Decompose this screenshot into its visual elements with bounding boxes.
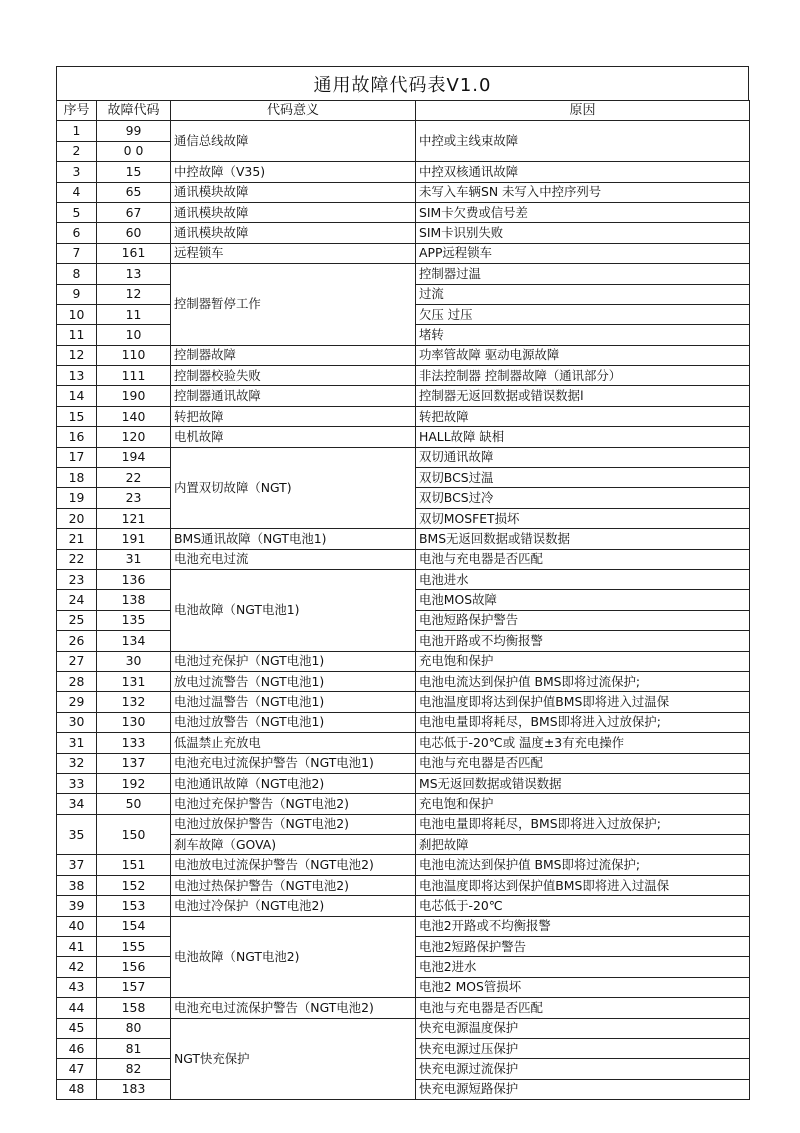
table-row [57,671,750,691]
row-fault-code: 150 [97,814,171,855]
row-cause: 电池2开路或不均衡报警 [416,916,750,936]
row-index: 33 [57,773,97,793]
row-index: 27 [57,651,97,671]
row-cause: 电池2 MOS管损坏 [416,977,750,997]
row-meaning: 电池通讯故障（NGT电池2) [171,773,416,793]
row-cause: 电池与充电器是否匹配 [416,753,750,773]
row-cause: 电池电量即将耗尽，BMS即将进入过放保护; [416,814,750,834]
row-fault-code: 192 [97,773,171,793]
row-fault-code: 0 0 [97,141,171,161]
row-meaning: 控制器故障 [171,345,416,365]
row-index: 13 [57,366,97,386]
table-row [57,712,750,732]
row-fault-code: 137 [97,753,171,773]
row-fault-code: 99 [97,121,171,141]
row-meaning: 电池过热保护警告（NGT电池2) [171,875,416,895]
row-fault-code: 134 [97,631,171,651]
row-index: 11 [57,325,97,345]
header-index: 序号 [57,101,97,121]
table-row [57,773,750,793]
row-cause: 堵转 [416,325,750,345]
row-index: 43 [57,977,97,997]
row-meaning: 电池过冷保护（NGT电池2) [171,896,416,916]
row-fault-code: 65 [97,182,171,202]
table-row [57,264,750,284]
row-fault-code: 155 [97,937,171,957]
row-index: 5 [57,202,97,222]
row-cause: 电池与充电器是否匹配 [416,998,750,1018]
row-meaning: 电池过充保护（NGT电池1) [171,651,416,671]
row-meaning: 通信总线故障 [171,121,416,162]
table-row [57,223,750,243]
table-row [57,1018,750,1038]
row-fault-code: 138 [97,590,171,610]
row-index: 37 [57,855,97,875]
row-index: 22 [57,549,97,569]
table-row [57,447,750,467]
row-index: 8 [57,264,97,284]
table-row [57,651,750,671]
row-cause: MS无返回数据或错误数据 [416,773,750,793]
row-cause: 双切通讯故障 [416,447,750,467]
row-fault-code: 136 [97,569,171,589]
table-header-row [57,101,750,121]
row-fault-code: 10 [97,325,171,345]
row-fault-code: 132 [97,692,171,712]
row-index: 6 [57,223,97,243]
row-fault-code: 154 [97,916,171,936]
table-row [57,998,750,1018]
row-index: 35 [57,814,97,855]
row-cause: 转把故障 [416,406,750,426]
row-cause: 电池电流达到保护值 BMS即将过流保护; [416,671,750,691]
row-meaning: 电池充电过流 [171,549,416,569]
row-fault-code: 130 [97,712,171,732]
row-index: 45 [57,1018,97,1038]
table-row [57,814,750,834]
row-meaning: 通讯模块故障 [171,182,416,202]
row-meaning: 控制器通讯故障 [171,386,416,406]
row-index: 3 [57,162,97,182]
row-fault-code: 60 [97,223,171,243]
row-cause: 控制器过温 [416,264,750,284]
row-index: 7 [57,243,97,263]
row-fault-code: 131 [97,671,171,691]
row-index: 18 [57,468,97,488]
row-fault-code: 183 [97,1079,171,1099]
row-fault-code: 23 [97,488,171,508]
row-cause: 电池电量即将耗尽，BMS即将进入过放保护; [416,712,750,732]
row-fault-code: 152 [97,875,171,895]
row-fault-code: 121 [97,508,171,528]
row-fault-code: 194 [97,447,171,467]
row-index: 16 [57,427,97,447]
row-index: 29 [57,692,97,712]
row-fault-code: 110 [97,345,171,365]
row-fault-code: 158 [97,998,171,1018]
table-row [57,733,750,753]
row-meaning: 电池过放保护警告（NGT电池2) [171,814,416,834]
header-cause: 原因 [416,101,750,121]
row-meaning: 控制器暂停工作 [171,264,416,346]
row-cause: 电池与充电器是否匹配 [416,549,750,569]
row-index: 28 [57,671,97,691]
table-row [57,182,750,202]
row-cause: 电池温度即将达到保护值BMS即将进入过温保 [416,692,750,712]
row-cause: 电池电流达到保护值 BMS即将过流保护; [416,855,750,875]
row-cause: 快充电源过流保护 [416,1059,750,1079]
row-meaning: 远程锁车 [171,243,416,263]
row-index: 1 [57,121,97,141]
row-index: 23 [57,569,97,589]
row-cause: SIM卡欠费或信号差 [416,202,750,222]
table-row [57,896,750,916]
table-row [57,243,750,263]
row-cause: 双切BCS过冷 [416,488,750,508]
row-cause: 非法控制器 控制器故障（通讯部分） [416,366,750,386]
row-fault-code: 11 [97,304,171,324]
row-meaning: 电机故障 [171,427,416,447]
table-row [57,162,750,182]
row-index: 17 [57,447,97,467]
table-row [57,855,750,875]
row-fault-code: 151 [97,855,171,875]
row-cause: SIM卡识别失败 [416,223,750,243]
row-fault-code: 120 [97,427,171,447]
row-cause: 充电饱和保护 [416,651,750,671]
row-fault-code: 67 [97,202,171,222]
row-cause: 控制器无返回数据或错误数据l [416,386,750,406]
row-meaning: 刹车故障（GOVA) [171,835,416,855]
row-fault-code: 157 [97,977,171,997]
row-cause: 电池开路或不均衡报警 [416,631,750,651]
row-meaning: 电池放电过流保护警告（NGT电池2) [171,855,416,875]
row-meaning: 电池过温警告（NGT电池1) [171,692,416,712]
table-row [57,529,750,549]
row-fault-code: 111 [97,366,171,386]
row-index: 34 [57,794,97,814]
row-index: 39 [57,896,97,916]
row-meaning: 电池故障（NGT电池2) [171,916,416,998]
row-cause: 快充电源温度保护 [416,1018,750,1038]
table-row [57,794,750,814]
row-meaning: 电池过放警告（NGT电池1) [171,712,416,732]
row-cause: 快充电源过压保护 [416,1038,750,1058]
row-fault-code: 82 [97,1059,171,1079]
table-row [57,692,750,712]
fault-code-table [56,100,750,1100]
page-title: 通用故障代码表V1.0 [56,66,749,100]
row-cause: 中控或主线束故障 [416,121,750,162]
row-cause: BMS无返回数据或错误数据 [416,529,750,549]
row-fault-code: 140 [97,406,171,426]
row-cause: 电芯低于-20℃ [416,896,750,916]
table-row [57,569,750,589]
row-index: 20 [57,508,97,528]
row-cause: 充电饱和保护 [416,794,750,814]
row-meaning: 通讯模块故障 [171,202,416,222]
row-cause: 电池短路保护警告 [416,610,750,630]
row-fault-code: 81 [97,1038,171,1058]
row-index: 41 [57,937,97,957]
row-cause: 未写入车辆SN 未写入中控序列号 [416,182,750,202]
row-meaning: 通讯模块故障 [171,223,416,243]
row-cause: 功率管故障 驱动电源故障 [416,345,750,365]
header-meaning: 代码意义 [171,101,416,121]
row-index: 15 [57,406,97,426]
row-index: 25 [57,610,97,630]
row-fault-code: 135 [97,610,171,630]
row-index: 40 [57,916,97,936]
row-index: 21 [57,529,97,549]
row-fault-code: 15 [97,162,171,182]
row-index: 9 [57,284,97,304]
row-cause: 过流 [416,284,750,304]
row-fault-code: 80 [97,1018,171,1038]
row-fault-code: 190 [97,386,171,406]
table-row [57,427,750,447]
row-cause: 电池温度即将达到保护值BMS即将进入过温保 [416,875,750,895]
fault-code-sheet [56,66,749,1100]
row-index: 30 [57,712,97,732]
row-meaning: 放电过流警告（NGT电池1) [171,671,416,691]
table-row [57,875,750,895]
row-meaning: 电池故障（NGT电池1) [171,569,416,651]
row-fault-code: 161 [97,243,171,263]
row-meaning: 中控故障（V35) [171,162,416,182]
row-index: 48 [57,1079,97,1099]
row-index: 14 [57,386,97,406]
row-index: 31 [57,733,97,753]
row-fault-code: 30 [97,651,171,671]
row-index: 12 [57,345,97,365]
row-fault-code: 12 [97,284,171,304]
row-cause: 电池2进水 [416,957,750,977]
row-index: 32 [57,753,97,773]
table-row [57,386,750,406]
row-meaning: BMS通讯故障（NGT电池1) [171,529,416,549]
table-row [57,406,750,426]
row-cause: APP远程锁车 [416,243,750,263]
row-meaning: 低温禁止充放电 [171,733,416,753]
table-row [57,345,750,365]
row-fault-code: 13 [97,264,171,284]
row-meaning: 电池充电过流保护警告（NGT电池1) [171,753,416,773]
row-cause: 欠压 过压 [416,304,750,324]
header-fault-code: 故障代码 [97,101,171,121]
row-index: 42 [57,957,97,977]
row-fault-code: 133 [97,733,171,753]
row-fault-code: 31 [97,549,171,569]
table-row [57,753,750,773]
row-cause: 快充电源短路保护 [416,1079,750,1099]
row-index: 4 [57,182,97,202]
row-meaning: 内置双切故障（NGT) [171,447,416,529]
row-meaning: NGT快充保护 [171,1018,416,1100]
row-meaning: 转把故障 [171,406,416,426]
row-fault-code: 22 [97,468,171,488]
row-index: 46 [57,1038,97,1058]
table-row [57,549,750,569]
row-fault-code: 156 [97,957,171,977]
row-cause: 电池2短路保护警告 [416,937,750,957]
row-index: 24 [57,590,97,610]
row-meaning: 电池过充保护警告（NGT电池2) [171,794,416,814]
table-body [57,121,750,1100]
row-cause: 中控双核通讯故障 [416,162,750,182]
row-index: 47 [57,1059,97,1079]
table-row [57,121,750,141]
row-index: 38 [57,875,97,895]
row-index: 10 [57,304,97,324]
row-meaning: 控制器校验失败 [171,366,416,386]
row-meaning: 电池充电过流保护警告（NGT电池2) [171,998,416,1018]
row-cause: 刹把故障 [416,835,750,855]
row-cause: 电池进水 [416,569,750,589]
row-fault-code: 153 [97,896,171,916]
table-row [57,916,750,936]
row-cause: 双切BCS过温 [416,468,750,488]
row-fault-code: 191 [97,529,171,549]
row-index: 44 [57,998,97,1018]
row-index: 19 [57,488,97,508]
row-index: 2 [57,141,97,161]
table-row [57,202,750,222]
row-cause: 双切MOSFET损坏 [416,508,750,528]
row-fault-code: 50 [97,794,171,814]
row-index: 26 [57,631,97,651]
row-cause: 电芯低于-20℃或 温度±3有充电操作 [416,733,750,753]
row-cause: HALL故障 缺相 [416,427,750,447]
row-cause: 电池MOS故障 [416,590,750,610]
table-row [57,366,750,386]
